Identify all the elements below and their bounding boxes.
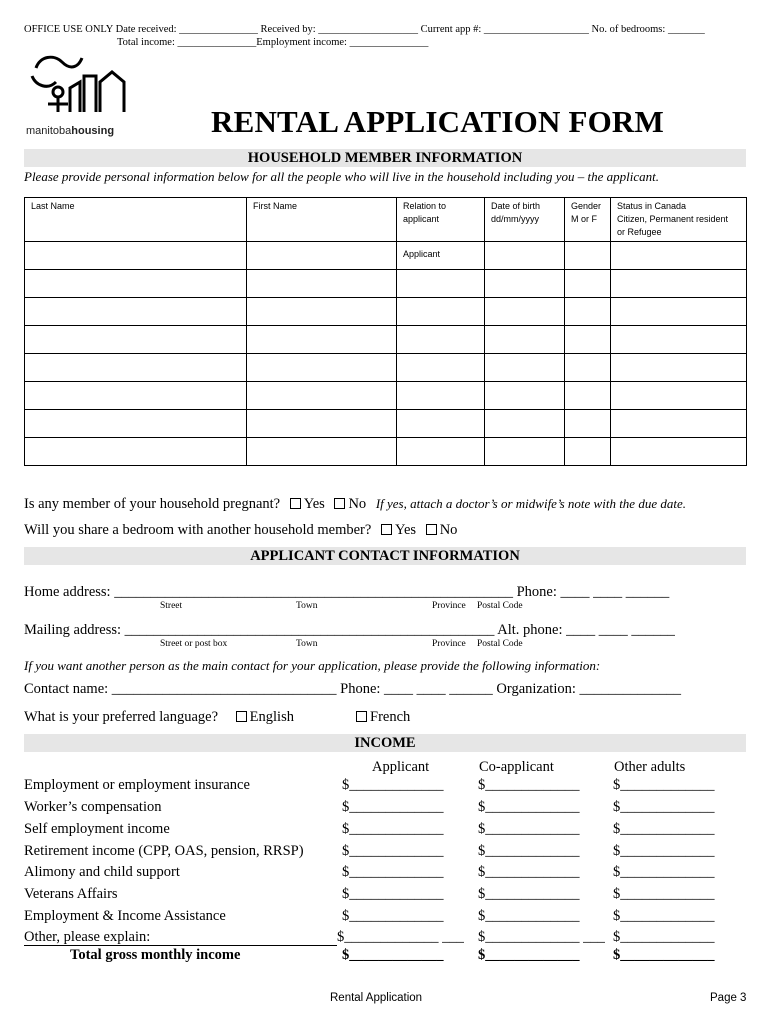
- applicant-amount-field[interactable]: $_____________: [342, 799, 444, 815]
- dob-cell[interactable]: [485, 242, 565, 270]
- income-section-header: [24, 734, 746, 752]
- french-checkbox[interactable]: [356, 711, 367, 722]
- applicant-amount-field[interactable]: $_____________: [342, 843, 444, 859]
- office-use-line-1: OFFICE USE ONLY Date received: _______________ Received by: ___________________ Current app #: ____________________ No. of bedrooms: _______: [24, 24, 705, 35]
- share-bedroom-question: Will you share a bedroom with another household member?: [24, 522, 372, 538]
- coapplicant-amount-field[interactable]: $_____________: [478, 843, 580, 859]
- mailing-sub-province: Province: [432, 639, 466, 649]
- income-label-workers-comp: Worker’s compensation: [24, 799, 162, 815]
- column-header-last-name: Last Name: [25, 198, 247, 242]
- pregnancy-note: If yes, attach a doctor’s or midwife’s note with the due date.: [375, 496, 686, 511]
- applicant-amount-field[interactable]: $_____________: [342, 864, 444, 880]
- household-section-header: [24, 149, 746, 167]
- total-other-adults-field[interactable]: $_____________: [613, 947, 715, 963]
- footer-title: Rental Application: [330, 992, 423, 1004]
- income-label-self-employment: Self employment income: [24, 821, 170, 837]
- coapplicant-amount-field[interactable]: $_____________: [478, 908, 580, 924]
- page-number: Page 3: [710, 992, 747, 1004]
- share-yes-checkbox[interactable]: [381, 524, 392, 535]
- other-adults-amount-field[interactable]: $_____________: [613, 777, 715, 793]
- language-question-row: [24, 709, 294, 726]
- income-label-other[interactable]: Other, please explain:: [24, 929, 337, 946]
- home-sub-province: Province: [432, 601, 466, 611]
- income-label-employment: Employment or employment insurance: [24, 777, 250, 793]
- yes-label: Yes: [303, 496, 325, 512]
- yes-label: Yes: [394, 522, 417, 538]
- pregnant-no-checkbox[interactable]: [334, 498, 345, 509]
- column-header-gender: Gender M or F: [565, 198, 611, 242]
- applicant-amount-field[interactable]: $_____________: [342, 908, 444, 924]
- french-label: French: [370, 709, 411, 725]
- total-applicant-field[interactable]: $_____________: [342, 947, 444, 963]
- coapplicant-amount-field[interactable]: $_____________: [478, 864, 580, 880]
- first-name-cell[interactable]: [247, 242, 397, 270]
- contact-heading: APPLICANT CONTACT INFORMATION: [250, 548, 520, 564]
- income-col-other: Other adults: [614, 759, 686, 775]
- other-adults-amount-field[interactable]: $_____________: [613, 799, 715, 815]
- coapplicant-amount-field[interactable]: $_____________: [478, 886, 580, 902]
- applicant-amount-field[interactable]: $_____________: [342, 886, 444, 902]
- logo-text-prefix: manitoba: [26, 125, 72, 137]
- table-row: [25, 242, 747, 270]
- english-label: English: [249, 709, 294, 725]
- household-instructions: Please provide personal information below for all the people who will live in the household including you – the applicant.: [24, 169, 659, 184]
- status-cell[interactable]: [611, 242, 747, 270]
- coapplicant-other-field[interactable]: $_____________ ___: [478, 929, 605, 945]
- column-header-first-name: First Name: [247, 198, 397, 242]
- other-adults-amount-field[interactable]: $_____________: [613, 821, 715, 837]
- coapplicant-amount-field[interactable]: $_____________: [478, 821, 580, 837]
- mailing-address-field[interactable]: Mailing address: ___________________________________________________ Alt. phone: ____ ____ ______: [24, 622, 675, 638]
- income-col-applicant: Applicant: [372, 759, 430, 775]
- column-header-dob: Date of birth dd/mm/yyyy: [485, 198, 565, 242]
- home-sub-street: Street: [160, 601, 183, 611]
- bedroom-question-row: [24, 522, 457, 539]
- table-row: [25, 354, 747, 382]
- language-question: What is your preferred language?: [24, 709, 219, 725]
- applicant-other-field[interactable]: $_____________ ___: [337, 929, 464, 945]
- household-members-table: [24, 197, 747, 466]
- table-header-row: [25, 198, 747, 242]
- gender-cell[interactable]: [565, 242, 611, 270]
- income-label-retirement: Retirement income (CPP, OAS, pension, RRSP): [24, 843, 304, 859]
- household-heading: HOUSEHOLD MEMBER INFORMATION: [247, 150, 523, 166]
- income-heading: INCOME: [354, 735, 416, 751]
- mailing-sub-street: Street or post box: [160, 639, 228, 649]
- total-income-label: Total gross monthly income: [70, 947, 241, 963]
- office-use-line-2: Total income: _______________Employment income: _______________: [117, 37, 429, 48]
- applicant-amount-field[interactable]: $_____________: [342, 777, 444, 793]
- coapplicant-amount-field[interactable]: $_____________: [478, 777, 580, 793]
- column-header-relation: Relation to applicant: [397, 198, 485, 242]
- home-address-field[interactable]: Home address: _______________________________________________________ Phone: ____ ____ ______: [24, 584, 670, 600]
- pregnancy-question-row: [24, 496, 686, 513]
- home-sub-town: Town: [296, 601, 318, 611]
- table-row: [25, 410, 747, 438]
- other-adults-amount-field[interactable]: $_____________: [613, 908, 715, 924]
- page-title: RENTAL APPLICATION FORM: [211, 104, 664, 139]
- table-row: [25, 270, 747, 298]
- english-checkbox[interactable]: [236, 711, 247, 722]
- income-label-veterans: Veterans Affairs: [24, 886, 118, 902]
- french-option: [350, 709, 410, 726]
- contact-name-field[interactable]: Contact name: _______________________________ Phone: ____ ____ ______ Organization: ______________: [24, 681, 682, 697]
- applicant-amount-field[interactable]: $_____________: [342, 821, 444, 837]
- table-row: [25, 298, 747, 326]
- pregnant-yes-checkbox[interactable]: [290, 498, 301, 509]
- income-col-coapplicant: Co-applicant: [479, 759, 554, 775]
- table-row: [25, 326, 747, 354]
- table-row: [25, 382, 747, 410]
- pregnancy-question: Is any member of your household pregnant?: [24, 496, 281, 512]
- other-adults-amount-field[interactable]: $_____________: [613, 843, 715, 859]
- manitoba-housing-logo: [26, 52, 130, 136]
- no-label: No: [439, 522, 458, 538]
- coapplicant-amount-field[interactable]: $_____________: [478, 799, 580, 815]
- income-label-eia: Employment & Income Assistance: [24, 908, 226, 924]
- other-adults-other-field[interactable]: $_____________: [613, 929, 715, 945]
- logo-text-suffix: housing: [71, 125, 115, 137]
- other-adults-amount-field[interactable]: $_____________: [613, 886, 715, 902]
- income-label-alimony: Alimony and child support: [24, 864, 180, 880]
- other-adults-amount-field[interactable]: $_____________: [613, 864, 715, 880]
- home-sub-postal: Postal Code: [477, 601, 523, 611]
- column-header-status: Status in Canada Citizen, Permanent resident or Refugee: [611, 198, 747, 242]
- table-row: [25, 438, 747, 466]
- last-name-cell[interactable]: [25, 242, 247, 270]
- mailing-sub-town: Town: [296, 639, 318, 649]
- contact-section-header: [24, 547, 746, 565]
- share-no-checkbox[interactable]: [426, 524, 437, 535]
- total-coapplicant-field[interactable]: $_____________: [478, 947, 580, 963]
- mailing-sub-postal: Postal Code: [477, 639, 523, 649]
- alt-contact-note: If you want another person as the main contact for your application, please provide the following information:: [24, 658, 601, 673]
- no-label: No: [348, 496, 367, 512]
- logo-mark-icon: [26, 52, 130, 118]
- relation-cell: Applicant: [397, 242, 485, 270]
